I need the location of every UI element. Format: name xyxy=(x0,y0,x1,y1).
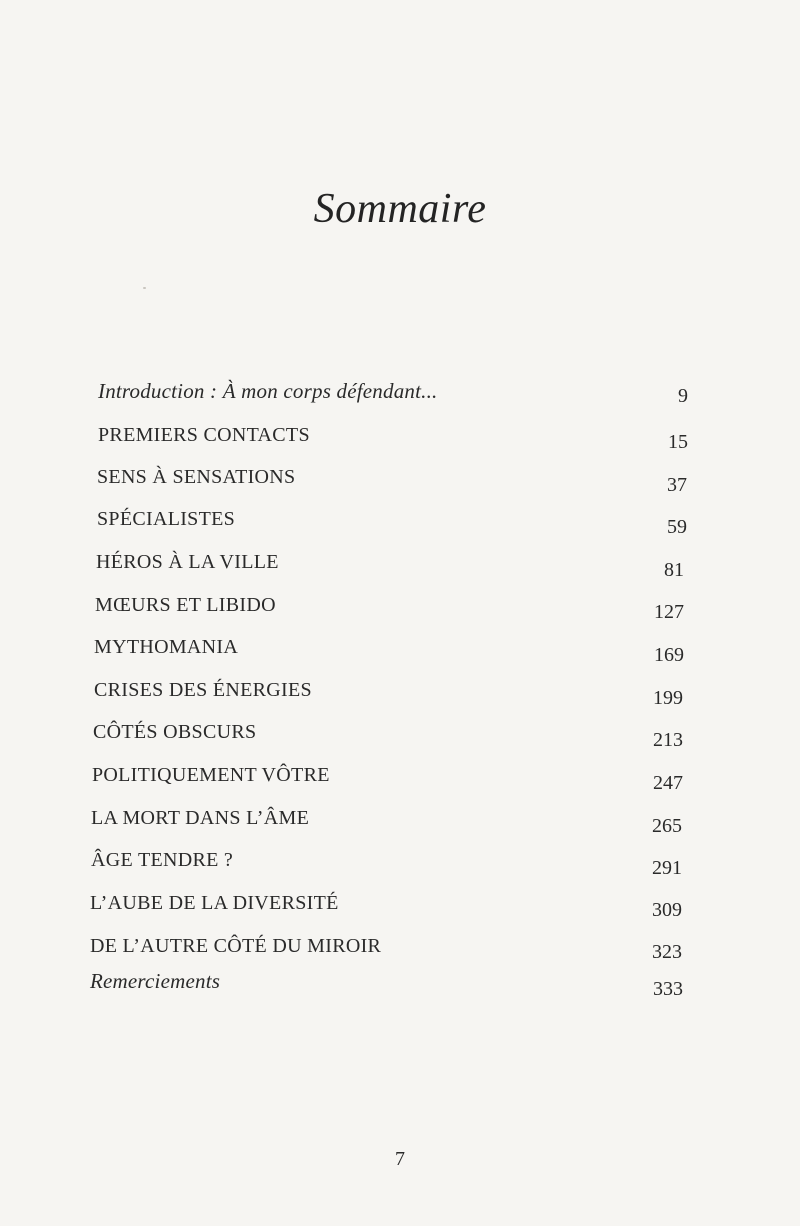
toc-entry-label: HÉROS À LA VILLE xyxy=(96,551,279,573)
toc-entry-page: 59 xyxy=(667,516,687,538)
toc-entry-label: POLITIQUEMENT VÔTRE xyxy=(92,764,330,786)
page-title: Sommaire xyxy=(313,186,487,232)
toc-entry-label: PREMIERS CONTACTS xyxy=(98,424,310,446)
toc-entry-page: 323 xyxy=(652,941,682,963)
toc-entry-page: 199 xyxy=(653,687,683,709)
toc-entry-page: 247 xyxy=(653,772,683,794)
page-number: 7 xyxy=(395,1148,405,1170)
toc-entry-page: 309 xyxy=(652,899,682,921)
toc-entry-page: 169 xyxy=(654,644,684,666)
toc-entry-page: 291 xyxy=(652,857,682,879)
toc-entry-page: 9 xyxy=(678,385,688,407)
toc-entry-label: Remerciements xyxy=(90,969,221,993)
toc-entry-label: DE L’AUTRE CÔTÉ DU MIROIR xyxy=(90,935,382,957)
toc-entry-label: LA MORT DANS L’ÂME xyxy=(91,807,310,829)
toc-entry-label: SPÉCIALISTES xyxy=(97,508,236,530)
toc-entry-page: 333 xyxy=(653,978,683,1000)
toc-entry-page: 265 xyxy=(652,815,682,837)
toc-entry-label: CÔTÉS OBSCURS xyxy=(93,721,257,743)
toc-entry-label: SENS À SENSATIONS xyxy=(97,466,296,488)
toc-entry-page: 15 xyxy=(668,431,688,453)
toc-entry-label: ÂGE TENDRE ? xyxy=(91,849,234,871)
toc-entry-page: 81 xyxy=(664,559,684,581)
toc-entry-page: 37 xyxy=(667,474,687,496)
toc-entry-label: Introduction : À mon corps défendant... xyxy=(98,379,438,403)
toc-entry-label: MYTHOMANIA xyxy=(94,636,239,658)
toc-entry-label: CRISES DES ÉNERGIES xyxy=(94,679,312,701)
toc-entry-page: 127 xyxy=(654,601,684,623)
toc-entry-label: MŒURS ET LIBIDO xyxy=(95,594,276,616)
toc-entry-page: 213 xyxy=(653,729,683,751)
paper-speck xyxy=(143,287,146,289)
toc-entry-label: L’AUBE DE LA DIVERSITÉ xyxy=(90,892,339,914)
